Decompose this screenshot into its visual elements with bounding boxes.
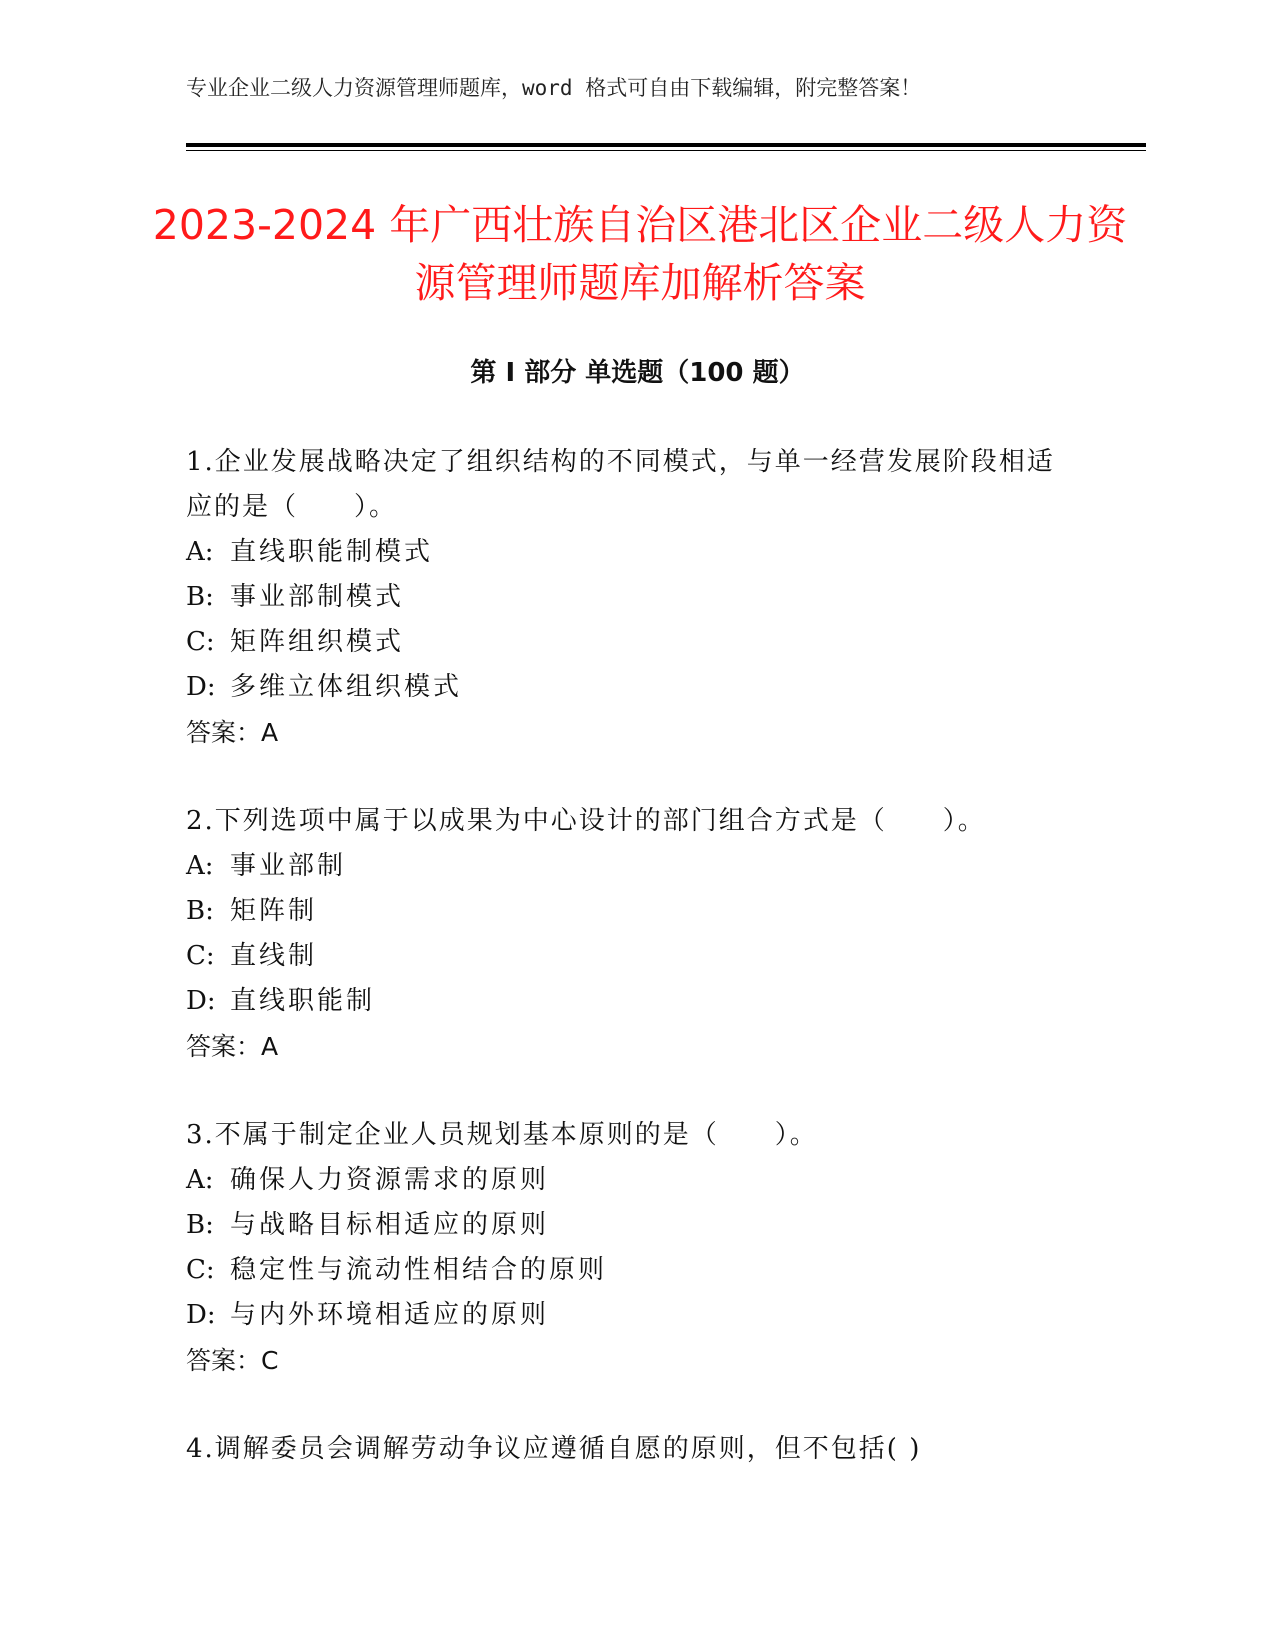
document-title: 2023-2024 年广西壮族自治区港北区企业二级人力资源管理师题库加解析答案 [152,201,1128,307]
option-b [186,1203,1066,1248]
option-text: 确保人力资源需求的原则 [230,1165,550,1195]
option-letter: B: [186,582,214,612]
question-list [186,440,1066,1516]
option-letter: D: [186,672,216,702]
option-d [186,979,1066,1024]
option-letter: A: [186,851,214,881]
option-c [186,934,1066,979]
option-c [186,620,1066,665]
option-text: 矩阵组织模式 [230,627,405,657]
option-letter: C: [186,1255,215,1285]
question-1 [186,440,1066,755]
option-text: 事业部制模式 [230,582,405,612]
option-letter: D: [186,1300,216,1330]
header-divider [186,143,1146,147]
option-letter: B: [186,1210,214,1240]
option-letter: D: [186,986,216,1016]
answer: 答案：A [186,718,279,747]
option-letter: B: [186,896,214,926]
option-b [186,575,1066,620]
option-letter: A: [186,1165,214,1195]
question-4 [186,1427,1066,1472]
option-letter: C: [186,941,215,971]
option-b [186,889,1066,934]
option-a [186,844,1066,889]
option-text: 事业部制 [230,851,347,881]
option-text: 与内外环境相适应的原则 [230,1300,550,1330]
option-d [186,1293,1066,1338]
question-2 [186,799,1066,1069]
question-stem: 4.调解委员会调解劳动争议应遵循自愿的原则，但不包括( ) [186,1434,922,1464]
header-divider-thin [186,150,1146,151]
option-text: 多维立体组织模式 [230,672,463,702]
option-text: 直线职能制模式 [230,537,434,567]
option-c [186,1248,1066,1293]
answer: 答案：C [186,1346,279,1375]
question-3 [186,1113,1066,1383]
question-stem: 1.企业发展战略决定了组织结构的不同模式，与单一经营发展阶段相适应的是（ ）。 [186,447,1055,522]
option-a [186,1158,1066,1203]
option-letter: A: [186,537,214,567]
question-stem: 2.下列选项中属于以成果为中心设计的部门组合方式是（ ）。 [186,806,986,836]
option-a [186,530,1066,575]
header-note: 专业企业二级人力资源管理师题库，word 格式可自由下载编辑，附完整答案！ [186,76,922,100]
question-stem: 3.不属于制定企业人员规划基本原则的是（ ）。 [186,1120,818,1150]
option-text: 矩阵制 [230,896,318,926]
option-d [186,665,1066,710]
part-heading: 第 I 部分 单选题（100 题） [470,358,805,388]
option-letter: C: [186,627,215,657]
option-text: 直线职能制 [230,986,376,1016]
option-text: 与战略目标相适应的原则 [230,1210,550,1240]
option-text: 稳定性与流动性相结合的原则 [230,1255,608,1285]
answer: 答案：A [186,1032,279,1061]
option-text: 直线制 [230,941,318,971]
